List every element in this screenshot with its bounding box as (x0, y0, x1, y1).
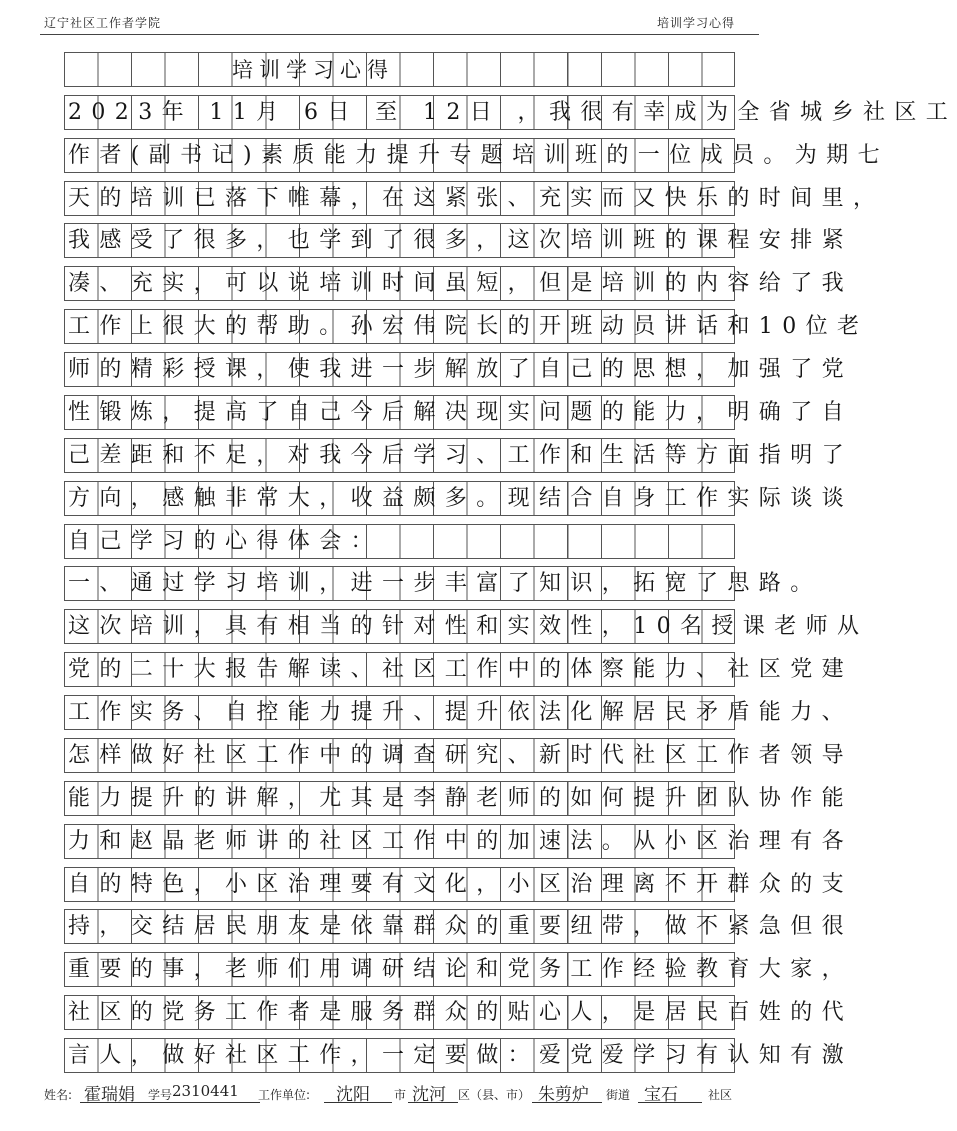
essay-line: 一、通过学习培训，进一步丰富了知识，拓宽了思路。 (68, 571, 822, 597)
grid-row (64, 223, 854, 258)
grid-row (64, 95, 957, 130)
grid-row (64, 138, 889, 173)
district-value: 沈河 (412, 1085, 446, 1105)
grid-row (64, 566, 822, 601)
grid-row (64, 652, 854, 687)
grid-row (64, 909, 854, 944)
essay-line: 方向，感触非常大，收益颇多。现结合自身工作实际谈谈 (68, 485, 854, 511)
essay-line: 力和赵晶老师讲的社区工作中的加速法。从小区治理有各 (68, 828, 854, 854)
city-underline (324, 1102, 392, 1103)
community-suffix: 社区 (708, 1088, 733, 1102)
grid-row (64, 481, 854, 516)
student-info-footer (44, 1082, 759, 1106)
essay-line: 自的特色，小区治理要有文化，小区治理离不开群众的支 (68, 871, 854, 897)
community-underline (638, 1102, 702, 1103)
grid-row (64, 309, 869, 344)
name-label: 姓名: (44, 1088, 73, 1102)
street-underline (532, 1102, 602, 1103)
essay-line: 怎样做好社区工作中的调查研究、新时代社区工作者领导 (68, 742, 854, 768)
community-value: 宝石 (644, 1085, 678, 1105)
student-id-label: 学号 (148, 1088, 173, 1102)
grid-row (64, 395, 854, 430)
essay-line: 言人，做好社区工作，一定要做：爱党爱学习有认知有激 (68, 1043, 854, 1069)
grid-row (64, 266, 854, 301)
grid-row (64, 52, 735, 87)
header-school-name: 辽宁社区工作者学院 (44, 16, 162, 30)
essay-line: 工作实务、自控能力提升、提升依法化解居民矛盾能力、 (68, 700, 854, 726)
grid-row (64, 695, 854, 730)
grid-row (64, 781, 854, 816)
essay-line: 性锻炼，提高了自己今后解决现实问题的能力，明确了自 (68, 399, 854, 425)
essay-line: 党的二十大报告解读、社区工作中的体察能力、社区党建 (68, 657, 854, 683)
grid-row (64, 995, 854, 1030)
essay-line: 这次培训，具有相当的针对性和实效性，10名授课老师从 (68, 614, 869, 640)
grid-row (64, 524, 735, 559)
essay-line: 社区的党务工作者是服务群众的贴心人，是居民百姓的代 (68, 1000, 854, 1026)
essay-title: 培训学习心得 (232, 57, 394, 82)
grid-row (64, 952, 854, 987)
grid-row (64, 609, 869, 644)
manuscript-grid (64, 48, 957, 1077)
district-suffix: 区（县、市） (458, 1088, 531, 1102)
essay-line: 持，交结居民朋友是依靠群众的重要纽带，做不紧急但很 (68, 914, 854, 940)
grid-row (64, 824, 854, 859)
essay-line: 师的精彩授课，使我进一步解放了自己的思想，加强了党 (68, 357, 854, 383)
city-suffix: 市 (394, 1088, 407, 1102)
essay-line: 我感受了很多，也学到了很多，这次培训班的课程安排紧 (68, 228, 854, 254)
essay-line: 能力提升的讲解，尤其是李静老师的如何提升团队协作能 (68, 785, 854, 811)
name-underline (80, 1102, 260, 1103)
essay-line: 作者(副书记)素质能力提升专题培训班的一位成员。为期七 (68, 142, 889, 168)
city-value: 沈阳 (336, 1085, 370, 1105)
essay-line: 天的培训已落下帷幕，在这紧张、充实而又快乐的时间里， (68, 185, 885, 211)
essay-line: 自己学习的心得体会： (68, 528, 383, 554)
grid-row (64, 352, 854, 387)
grid-row (64, 181, 885, 216)
student-id-value: 2310441 (172, 1082, 239, 1100)
header-document-title: 培训学习心得 (656, 16, 735, 30)
grid-row (64, 867, 854, 902)
district-underline (408, 1102, 458, 1103)
street-value: 朱剪炉 (538, 1085, 589, 1105)
grid-row (64, 738, 854, 773)
essay-line: 工作上很大的帮助。孙宏伟院长的开班动员讲话和10位老 (68, 314, 869, 340)
work-unit-label: 工作单位: (258, 1088, 311, 1102)
essay-line: 凑、充实，可以说培训时间虽短，但是培训的内容给了我 (68, 271, 854, 297)
essay-line: 2023年 11月 6日 至 12日 ，我很有幸成为全省城乡社区工 (68, 99, 957, 125)
essay-line: 重要的事，老师们用调研结论和党务工作经验教育大家， (68, 957, 854, 983)
grid-row (64, 1038, 854, 1073)
name-value: 霍瑞娟 (84, 1085, 135, 1105)
header-divider (40, 34, 759, 35)
grid-row (64, 438, 854, 473)
essay-line: 己差距和不足，对我今后学习、工作和生活等方面指明了 (68, 442, 854, 468)
street-suffix: 街道 (606, 1088, 631, 1102)
